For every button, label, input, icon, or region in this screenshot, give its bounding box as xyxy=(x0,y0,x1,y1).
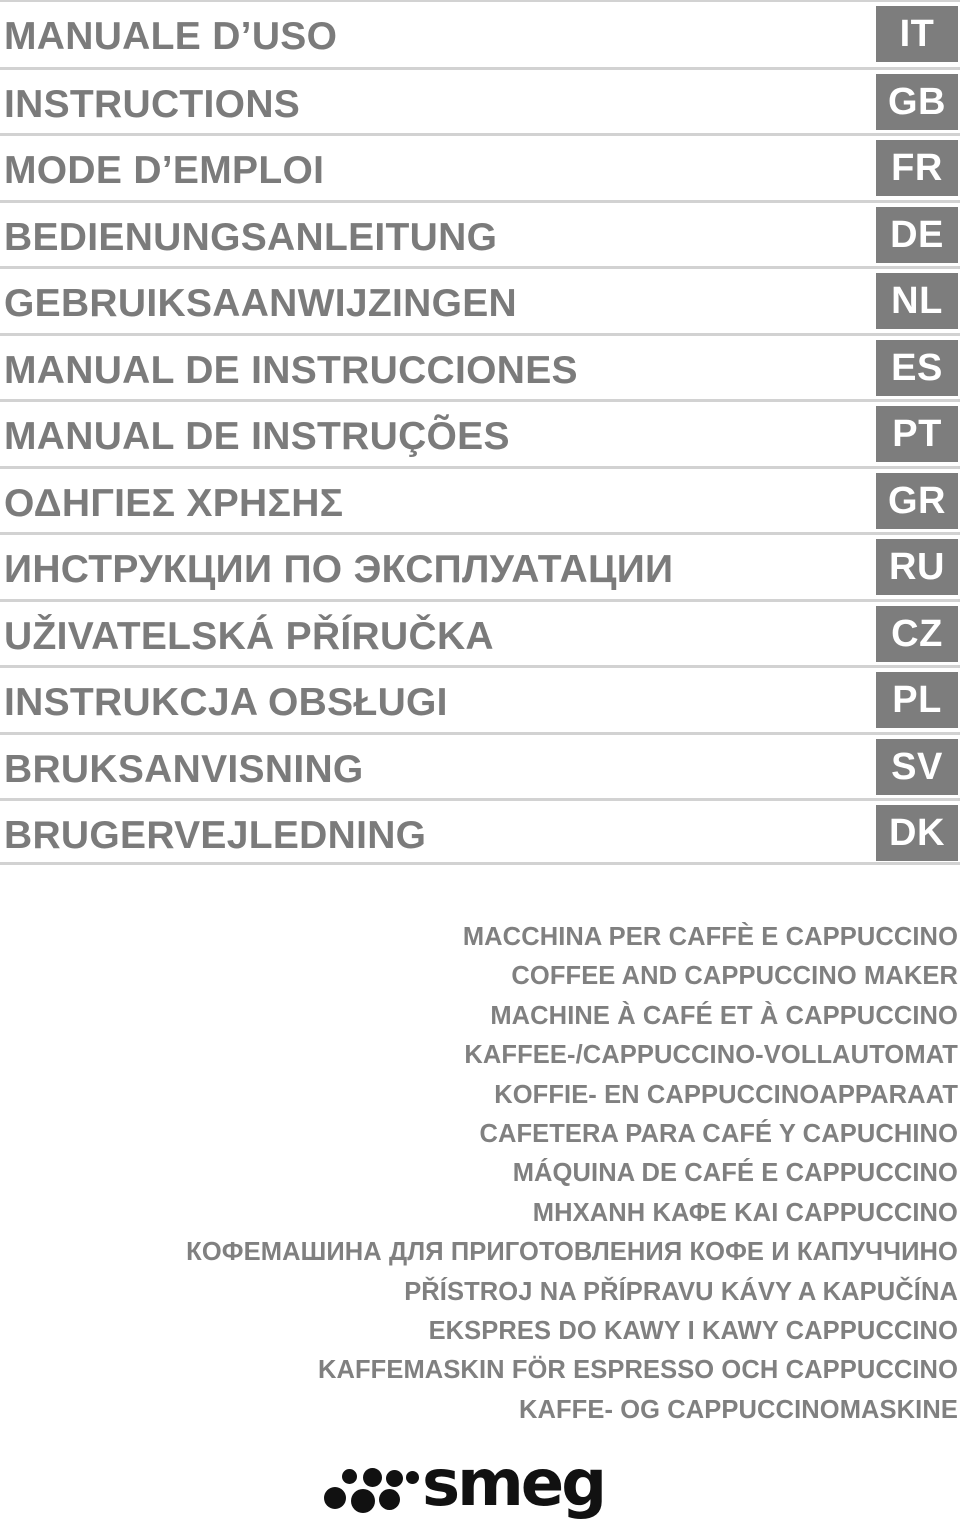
language-code-badge: ES xyxy=(876,340,958,396)
language-code-badge: DK xyxy=(876,805,958,861)
lang-row-ru xyxy=(0,532,960,599)
brand-name: smeg xyxy=(422,1447,604,1521)
product-name-de: KAFFEE-/CAPPUCCINO-VOLLAUTOMAT xyxy=(464,1041,958,1070)
lang-row-pl xyxy=(0,665,960,732)
product-name-fr: MACHINE À CAFÉ ET À CAPPUCCINO xyxy=(490,1001,958,1030)
product-name-es: CAFETERA PARA CAFÉ Y CAPUCHINO xyxy=(479,1120,958,1149)
manual-title: MANUAL DE INSTRUCCIONES xyxy=(4,348,578,392)
product-name-pt: MÁQUINA DE CAFÉ E CAPPUCCINO xyxy=(512,1159,958,1188)
smeg-logo xyxy=(322,1447,604,1522)
manual-title: INSTRUCTIONS xyxy=(4,82,301,126)
smeg-dots-logo-icon xyxy=(322,1462,422,1522)
lang-row-nl xyxy=(0,266,960,333)
manual-title: MANUAL DE INSTRUÇÕES xyxy=(4,415,510,458)
product-name-ru: КОФЕМАШИНА ДЛЯ ПРИГОТОВЛЕНИЯ КОФЕ И КАПУЧЧИНО xyxy=(186,1238,958,1267)
manual-title: MODE D’EMPLOI xyxy=(4,149,325,192)
lang-row-dk xyxy=(0,798,960,865)
lang-row-gb xyxy=(0,67,960,134)
product-name-nl: KOFFIE- EN CAPPUCCINOAPPARAAT xyxy=(494,1080,958,1109)
lang-row-cz xyxy=(0,599,960,666)
language-code-badge: PT xyxy=(876,406,958,462)
product-name-it: MACCHINA PER CAFFÈ E CAPPUCCINO xyxy=(462,923,958,951)
language-code-badge: FR xyxy=(876,140,958,196)
lang-row-fr xyxy=(0,133,960,200)
language-code-badge: GB xyxy=(876,74,958,130)
product-name-gb: COFFEE AND CAPPUCCINO MAKER xyxy=(511,962,958,991)
language-code-badge: RU xyxy=(876,539,958,595)
manual-title: BRUGERVEJLEDNING xyxy=(4,814,427,857)
lang-row-gr xyxy=(0,466,960,533)
product-name-gr: ΜΗΧΑΝΗ ΚΑΦΕ ΚΑΙ CAPPUCCINO xyxy=(532,1198,958,1227)
manual-title: BEDIENUNGSANLEITUNG xyxy=(4,215,498,259)
product-name-pl: EKSPRES DO KAWY I KAWY CAPPUCCINO xyxy=(428,1317,958,1346)
language-code-badge: SV xyxy=(876,739,958,795)
manual-title: BRUKSANVISNING xyxy=(4,747,364,791)
language-code-badge: PL xyxy=(876,672,958,728)
manual-title: ИНСТРУКЦИИ ПО ЭКСПЛУАТАЦИИ xyxy=(4,548,674,591)
manual-title: ΟΔΗΓΙΕΣ ΧΡΗΣΗΣ xyxy=(4,481,344,525)
manual-title: MANUALE D’USO xyxy=(4,15,338,58)
language-code-badge: CZ xyxy=(876,606,958,662)
lang-row-it xyxy=(0,0,960,67)
lang-row-de xyxy=(0,200,960,267)
manual-title: UŽIVATELSKÁ PŘÍRUČKA xyxy=(4,614,494,658)
product-name-dk: KAFFE- OG CAPPUCCINOMASKINE xyxy=(518,1395,958,1424)
manual-title: INSTRUKCJA OBSŁUGI xyxy=(4,681,448,724)
lang-row-sv xyxy=(0,732,960,799)
language-code-badge: DE xyxy=(876,207,958,263)
product-name-cz: PŘÍSTROJ NA PŘÍPRAVU KÁVY A KAPUČÍNA xyxy=(404,1277,958,1306)
language-code-badge: GR xyxy=(876,473,958,529)
language-code-badge: NL xyxy=(876,273,958,329)
product-name-sv: KAFFEMASKIN FÖR ESPRESSO OCH CAPPUCCINO xyxy=(317,1356,958,1385)
lang-row-pt xyxy=(0,399,960,466)
language-code-badge: IT xyxy=(876,6,958,62)
product-name-list xyxy=(58,918,958,1430)
manual-title: GEBRUIKSAANWIJZINGEN xyxy=(4,282,518,325)
lang-row-es xyxy=(0,333,960,400)
